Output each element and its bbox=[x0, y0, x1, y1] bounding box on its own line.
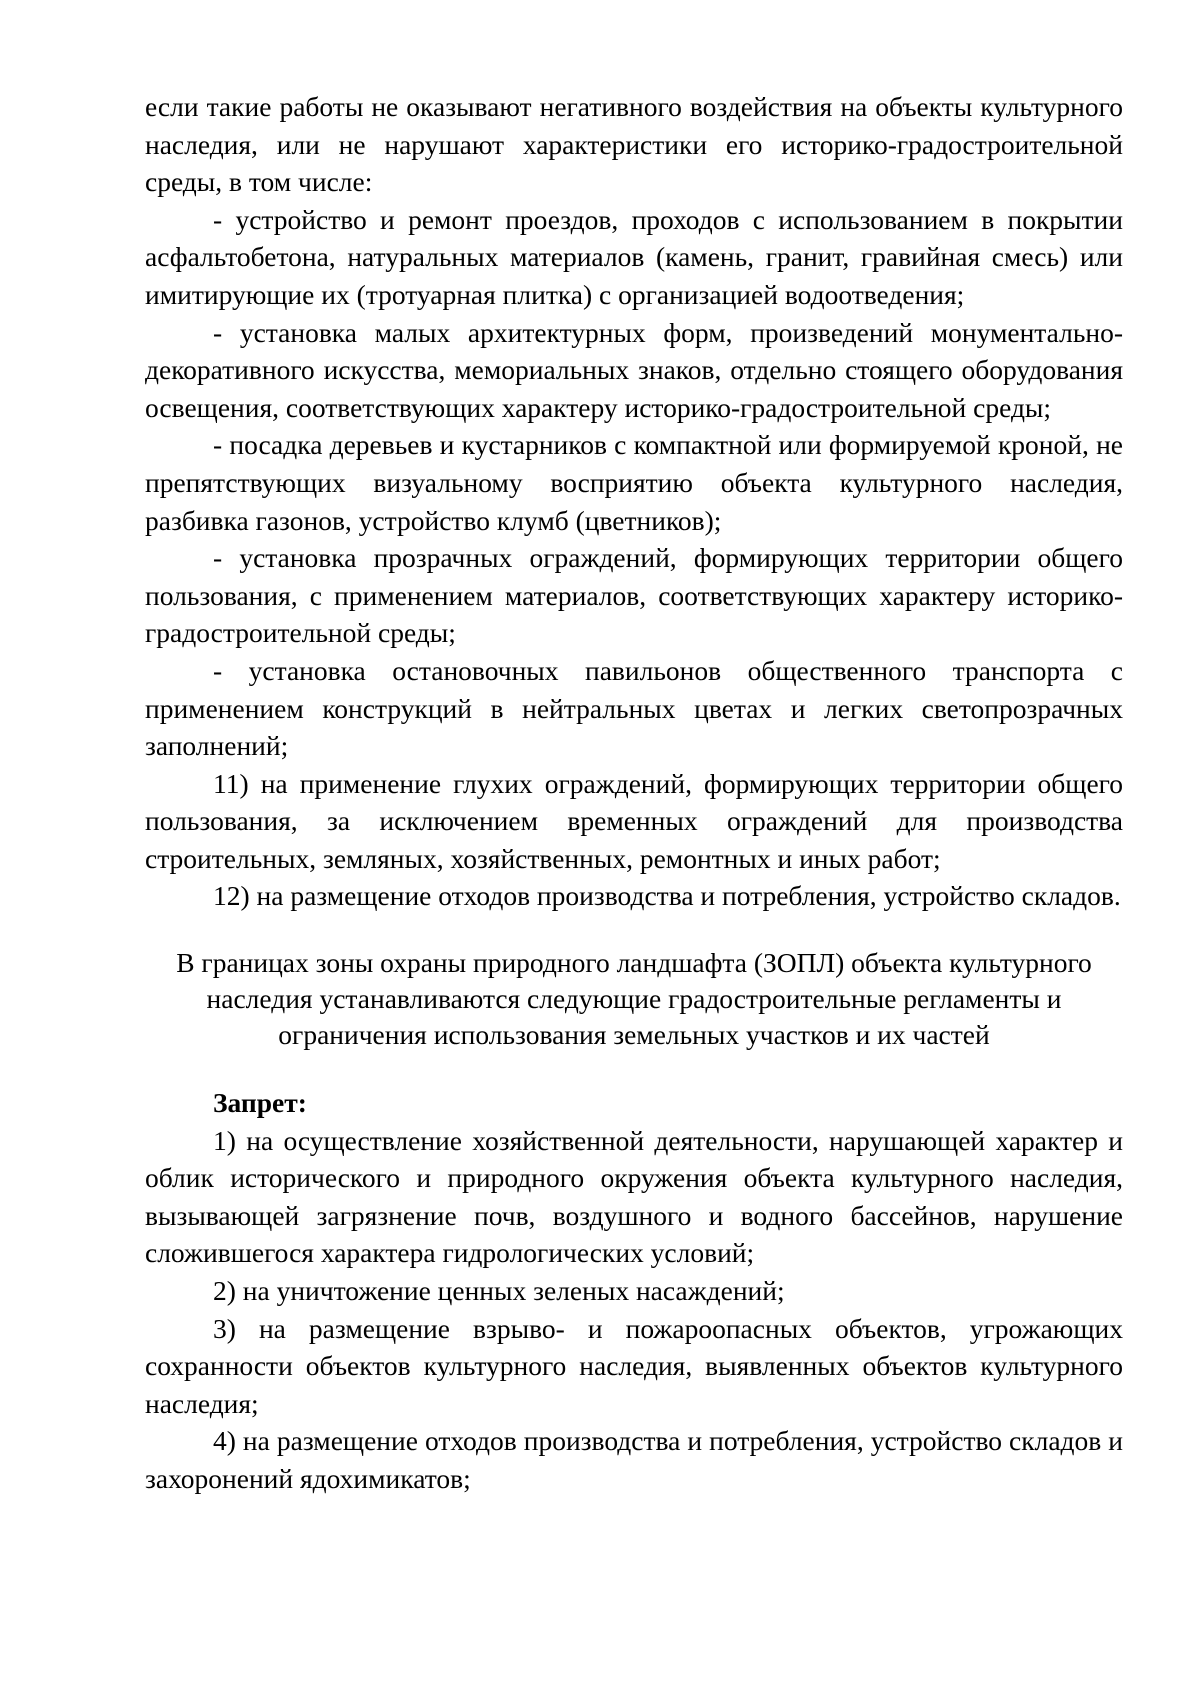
section-heading-line: ограничения использования земельных участков и их частей bbox=[278, 1019, 990, 1051]
paragraph-small-architecture: - установка малых архитектурных форм, произведений монументально-декоративного искусства, мемориальных знаков, отдельно стоящего оборудования освещения, соответствующих характеру историко-градостроительной среды; bbox=[145, 316, 1123, 423]
section-heading-line: наследия устанавливаются следующие градостроительные регламенты и bbox=[206, 983, 1062, 1015]
zapret-label: Запрет: bbox=[213, 1087, 307, 1119]
section-heading-line: В границах зоны охраны природного ландшафта (ЗОПЛ) объекта культурного bbox=[176, 947, 1092, 979]
paragraph-transparent-fences: - установка прозрачных ограждений, формирующих территории общего пользования, с применением материалов, соответствующих характеру историко-градостроительной среды; bbox=[145, 542, 1123, 649]
paragraph-prohibition-1: 1) на осуществление хозяйственной деятельности, нарушающей характер и облик исторического и природного окружения объекта культурного наследия, вызывающей загрязнение почв, воздушного и водного бассейнов, нарушение сложившегося характера гидрологических условий; bbox=[145, 1124, 1123, 1269]
section-heading bbox=[145, 945, 1123, 1053]
paragraph-item-12: 12) на размещение отходов производства и потребления, устройство складов. bbox=[213, 880, 1121, 912]
paragraph-roads: - устройство и ремонт проездов, проходов с использованием в покрытии асфальтобетона, натуральных материалов (камень, гранит, гравийная смесь) или имитирующие их (тротуарная плитка) с организацией водоотведения; bbox=[145, 203, 1123, 310]
paragraph-trees: - посадка деревьев и кустарников с компактной или формируемой кроной, не препятствующих визуальному восприятию объекта культурного наследия, разбивка газонов, устройство клумб (цветников); bbox=[145, 429, 1123, 536]
paragraph-continuation: если такие работы не оказывают негативного воздействия на объекты культурного наследия, или не нарушают характеристики его историко-градостроительной среды, в том числе: bbox=[145, 91, 1123, 198]
paragraph-bus-stops: - установка остановочных павильонов общественного транспорта с применением конструкций в нейтральных цветах и легких светопрозрачных заполнений; bbox=[145, 654, 1123, 762]
document-page bbox=[145, 88, 1123, 1498]
paragraph-prohibition-3: 3) на размещение взрыво- и пожароопасных объектов, угрожающих сохранности объектов культурного наследия, выявленных объектов культурного наследия; bbox=[145, 1312, 1123, 1419]
paragraph-item-11: 11) на применение глухих ограждений, формирующих территории общего пользования, за исключением временных ограждений для производства строительных, земляных, хозяйственных, ремонтных и иных работ; bbox=[145, 767, 1123, 874]
paragraph-prohibition-4: 4) на размещение отходов производства и потребления, устройство складов и захоронений ядохимикатов; bbox=[145, 1425, 1123, 1494]
paragraph-prohibition-2: 2) на уничтожение ценных зеленых насаждений; bbox=[213, 1275, 785, 1307]
